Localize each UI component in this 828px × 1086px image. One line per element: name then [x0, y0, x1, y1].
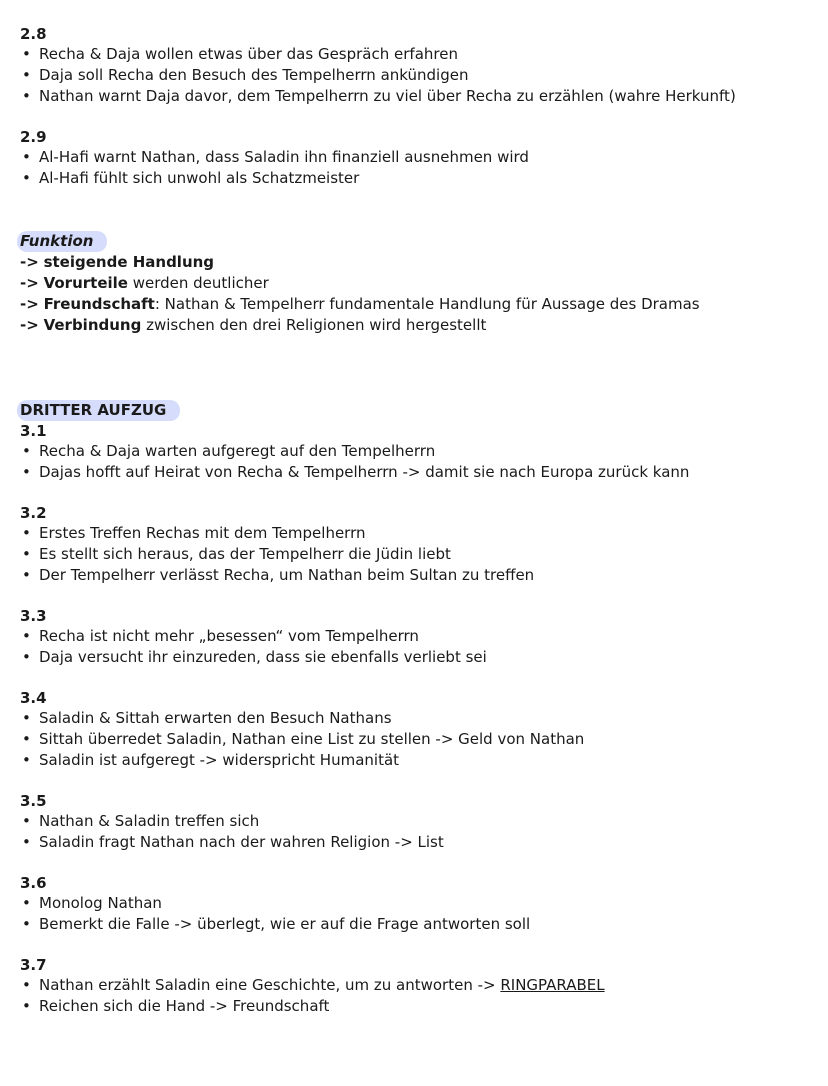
list-item: • Al-Hafi fühlt sich unwohl als Schatzmeister [20, 168, 828, 189]
funktion-line: -> Verbindung zwischen den drei Religionen wird hergestellt [20, 316, 487, 334]
funktion-section [20, 231, 828, 336]
list-item: • Recha & Daja warten aufgeregt auf den Tempelherrn [20, 441, 828, 462]
list-item: • Recha ist nicht mehr „besessen“ vom Tempelherrn [20, 626, 828, 647]
funktion-keyword: Freundschaft [43, 295, 155, 313]
list-item: • Es stellt sich heraus, das der Tempelherr die Jüdin liebt [20, 544, 828, 565]
bullet-list [20, 523, 828, 586]
bullet-list [20, 975, 828, 1017]
funktion-keyword: Vorurteile [43, 274, 128, 292]
bullet-list [20, 441, 828, 483]
section-number: 3.3 [20, 607, 47, 625]
section-number: 3.1 [20, 422, 47, 440]
section-3-5 [20, 791, 828, 853]
bullet-list [20, 626, 828, 668]
list-item: • Daja versucht ihr einzureden, dass sie ebenfalls verliebt sei [20, 647, 828, 668]
act-3 [20, 400, 828, 1017]
bullet-list [20, 708, 828, 771]
section-3-4 [20, 688, 828, 771]
list-item: • Erstes Treffen Rechas mit dem Tempelherrn [20, 523, 828, 544]
list-item: • Bemerkt die Falle -> überlegt, wie er auf die Frage antworten soll [20, 914, 828, 935]
section-3-1 [20, 421, 828, 483]
section-number: 3.4 [20, 689, 47, 707]
funktion-line: -> Freundschaft: Nathan & Tempelherr fundamentale Handlung für Aussage des Dramas [20, 295, 700, 313]
list-item: • Sittah überredet Saladin, Nathan eine List zu stellen -> Geld von Nathan [20, 729, 828, 750]
list-item: • Recha & Daja wollen etwas über das Gespräch erfahren [20, 44, 828, 65]
section-2-8 [20, 24, 828, 107]
ringparabel-term: RINGPARABEL [500, 976, 605, 994]
section-number: 3.5 [20, 792, 47, 810]
list-item: • Nathan warnt Daja davor, dem Tempelherrn zu viel über Recha zu erzählen (wahre Herkunft) [20, 86, 828, 107]
funktion-line: -> steigende Handlung [20, 253, 215, 271]
list-item: • Saladin ist aufgeregt -> widerspricht Humanität [20, 750, 828, 771]
funktion-keyword: Verbindung [43, 316, 142, 334]
section-3-7 [20, 955, 828, 1017]
bullet-list [20, 893, 828, 935]
bullet-list [20, 44, 828, 107]
section-3-6 [20, 873, 828, 935]
section-3-2 [20, 503, 828, 586]
act-heading: DRITTER AUFZUG [17, 400, 180, 421]
list-item: • Dajas hofft auf Heirat von Recha & Tempelherrn -> damit sie nach Europa zurück kann [20, 462, 828, 483]
list-item: • Monolog Nathan [20, 893, 828, 914]
funktion-line: -> Vorurteile werden deutlicher [20, 274, 269, 292]
list-item: • Al-Hafi warnt Nathan, dass Saladin ihn finanziell ausnehmen wird [20, 147, 828, 168]
section-number: 2.9 [20, 128, 47, 146]
list-item: • Saladin fragt Nathan nach der wahren Religion -> List [20, 832, 828, 853]
list-item: • Reichen sich die Hand -> Freundschaft [20, 996, 828, 1017]
list-item: • Der Tempelherr verlässt Recha, um Nathan beim Sultan zu treffen [20, 565, 828, 586]
list-item: • Saladin & Sittah erwarten den Besuch Nathans [20, 708, 828, 729]
list-item: • Nathan & Saladin treffen sich [20, 811, 828, 832]
bullet-list [20, 147, 828, 189]
list-item: • Nathan erzählt Saladin eine Geschichte, um zu antworten -> RINGPARABEL [20, 975, 828, 996]
bullet-list [20, 811, 828, 853]
section-number: 3.7 [20, 956, 47, 974]
section-number: 3.2 [20, 504, 47, 522]
section-number: 2.8 [20, 25, 47, 43]
section-3-3 [20, 606, 828, 668]
funktion-keyword: steigende Handlung [43, 253, 215, 271]
funktion-heading: Funktion [17, 231, 107, 252]
list-item: • Daja soll Recha den Besuch des Tempelherrn ankündigen [20, 65, 828, 86]
section-number: 3.6 [20, 874, 47, 892]
section-2-9 [20, 127, 828, 189]
